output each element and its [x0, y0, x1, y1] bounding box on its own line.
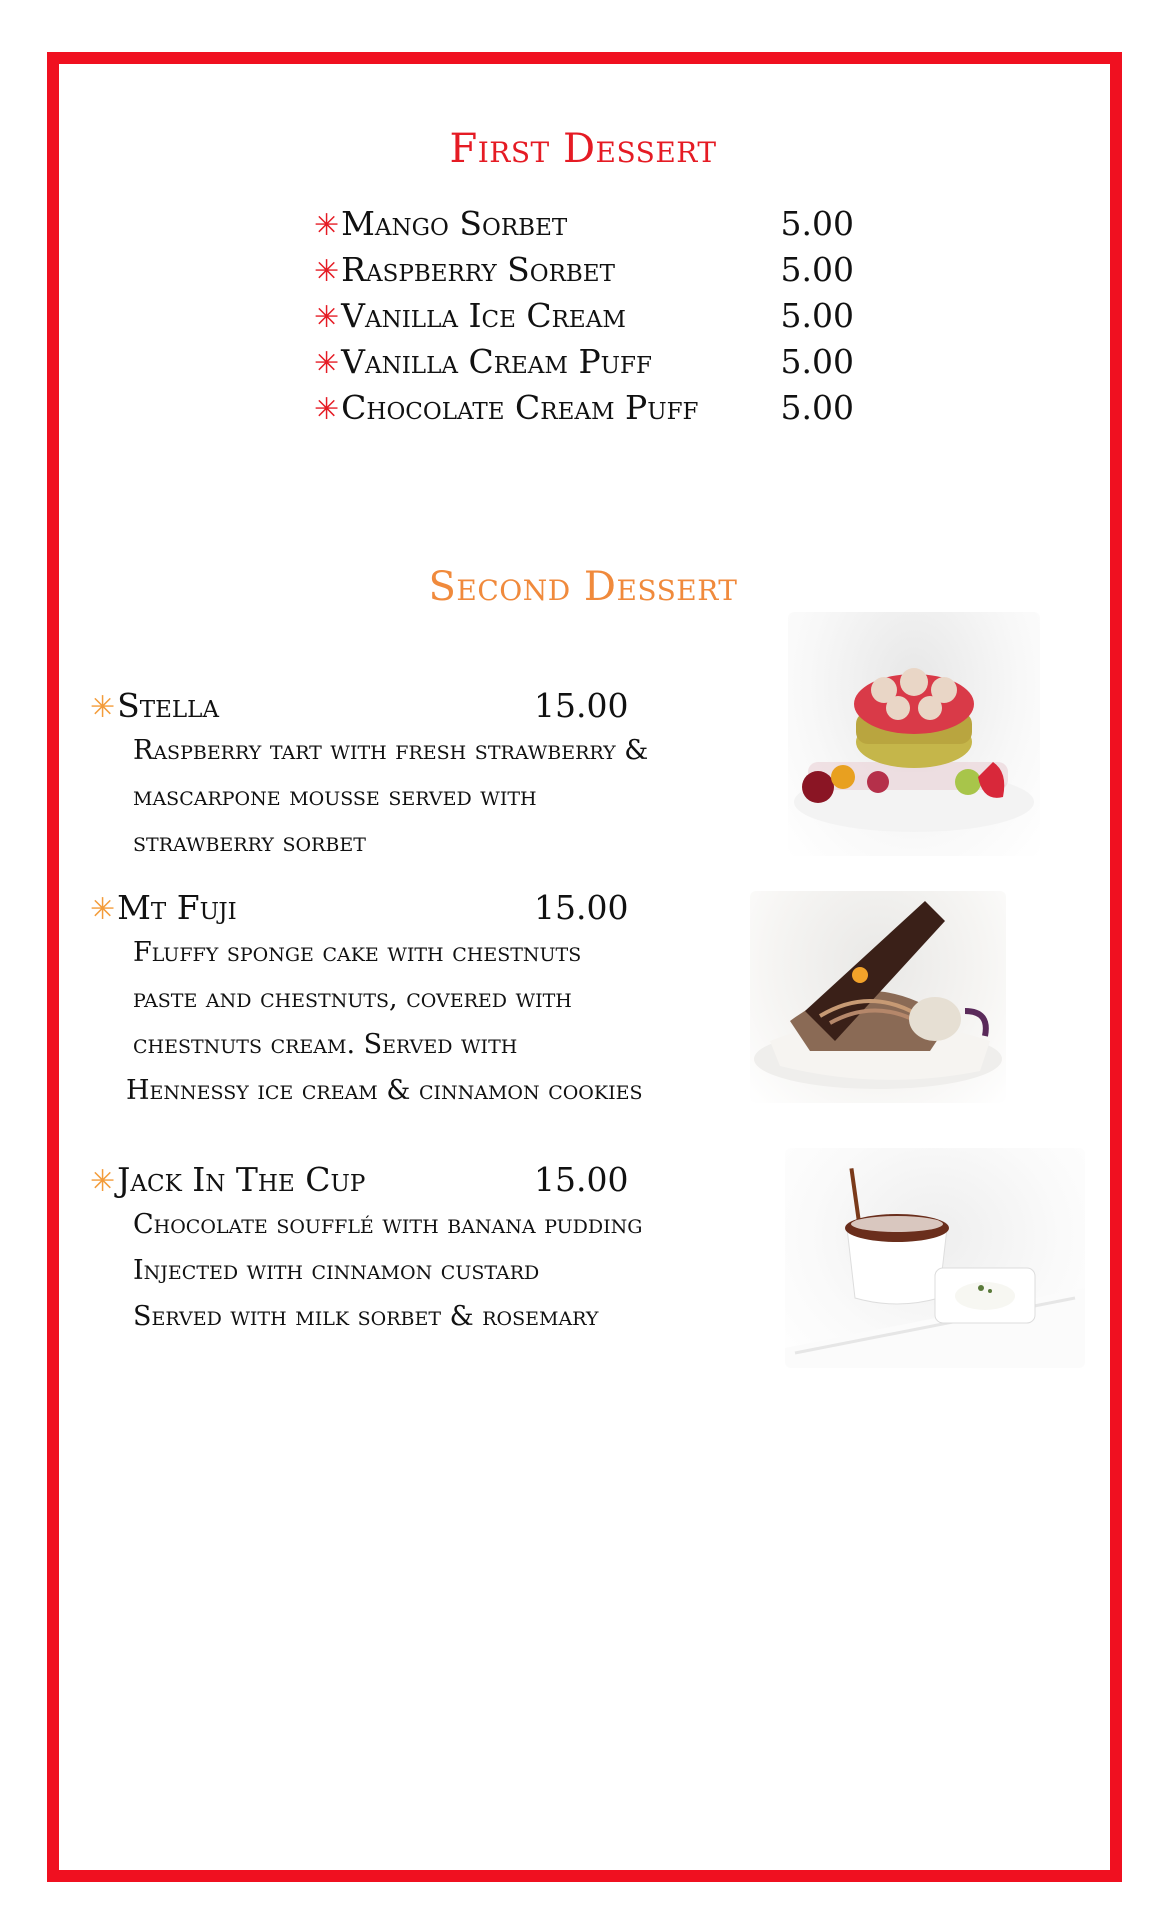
second-dessert-title: Second Dessert — [428, 564, 738, 610]
jack-in-the-cup-photo — [785, 1148, 1085, 1368]
first-item — [314, 250, 854, 292]
stella-photo — [788, 612, 1040, 856]
asterisk-icon: ✳ — [314, 254, 340, 289]
dessert-name: Mt Fuji — [117, 888, 237, 927]
item-name: Vanilla Cream Puff — [341, 342, 652, 381]
description-line: chestnuts cream. Served with — [133, 1029, 518, 1060]
dessert-heading — [90, 686, 650, 730]
dessert-heading — [90, 1160, 650, 1204]
dessert-description — [133, 1202, 753, 1340]
description-line: Served with milk sorbet & rosemary — [133, 1301, 599, 1332]
item-price: 5.00 — [780, 250, 854, 289]
first-dessert-title: First Dessert — [449, 126, 717, 172]
asterisk-icon: ✳ — [90, 892, 116, 927]
description-line: Chocolate soufflé with banana pudding — [133, 1209, 643, 1240]
item-name: Mango Sorbet — [341, 204, 568, 243]
description-line: Fluffy sponge cake with chestnuts — [133, 937, 582, 968]
dessert-name: Jack In The Cup — [117, 1160, 366, 1199]
first-item — [314, 388, 854, 430]
item-name: Chocolate Cream Puff — [341, 388, 699, 427]
asterisk-icon: ✳ — [314, 208, 340, 243]
description-line: mascarpone mousse served with — [133, 781, 537, 812]
mt-fuji-photo — [750, 891, 1006, 1103]
description-line: Raspberry tart with fresh strawberry & — [133, 735, 649, 766]
dessert-heading — [90, 888, 650, 932]
dessert-price: 15.00 — [534, 686, 629, 725]
item-name: Raspberry Sorbet — [341, 250, 615, 289]
dessert-name: Stella — [117, 686, 220, 725]
first-item — [314, 296, 854, 338]
description-line: paste and chestnuts, covered with — [133, 983, 572, 1014]
dessert-price: 15.00 — [534, 888, 629, 927]
asterisk-icon: ✳ — [314, 300, 340, 335]
item-price: 5.00 — [780, 204, 854, 243]
asterisk-icon: ✳ — [90, 1164, 116, 1199]
item-price: 5.00 — [780, 296, 854, 335]
asterisk-icon: ✳ — [90, 690, 116, 725]
item-name: Vanilla Ice Cream — [341, 296, 626, 335]
dessert-description — [133, 728, 753, 866]
item-price: 5.00 — [780, 388, 854, 427]
first-item — [314, 204, 854, 246]
description-line: strawberry sorbet — [133, 827, 366, 858]
description-line: Injected with cinnamon custard — [133, 1255, 540, 1286]
dessert-description — [126, 930, 753, 1114]
first-item — [314, 342, 854, 384]
item-price: 5.00 — [780, 342, 854, 381]
asterisk-icon: ✳ — [314, 392, 340, 427]
description-line: Hennessy ice cream & cinnamon cookies — [126, 1075, 643, 1106]
asterisk-icon: ✳ — [314, 346, 340, 381]
dessert-price: 15.00 — [534, 1160, 629, 1199]
